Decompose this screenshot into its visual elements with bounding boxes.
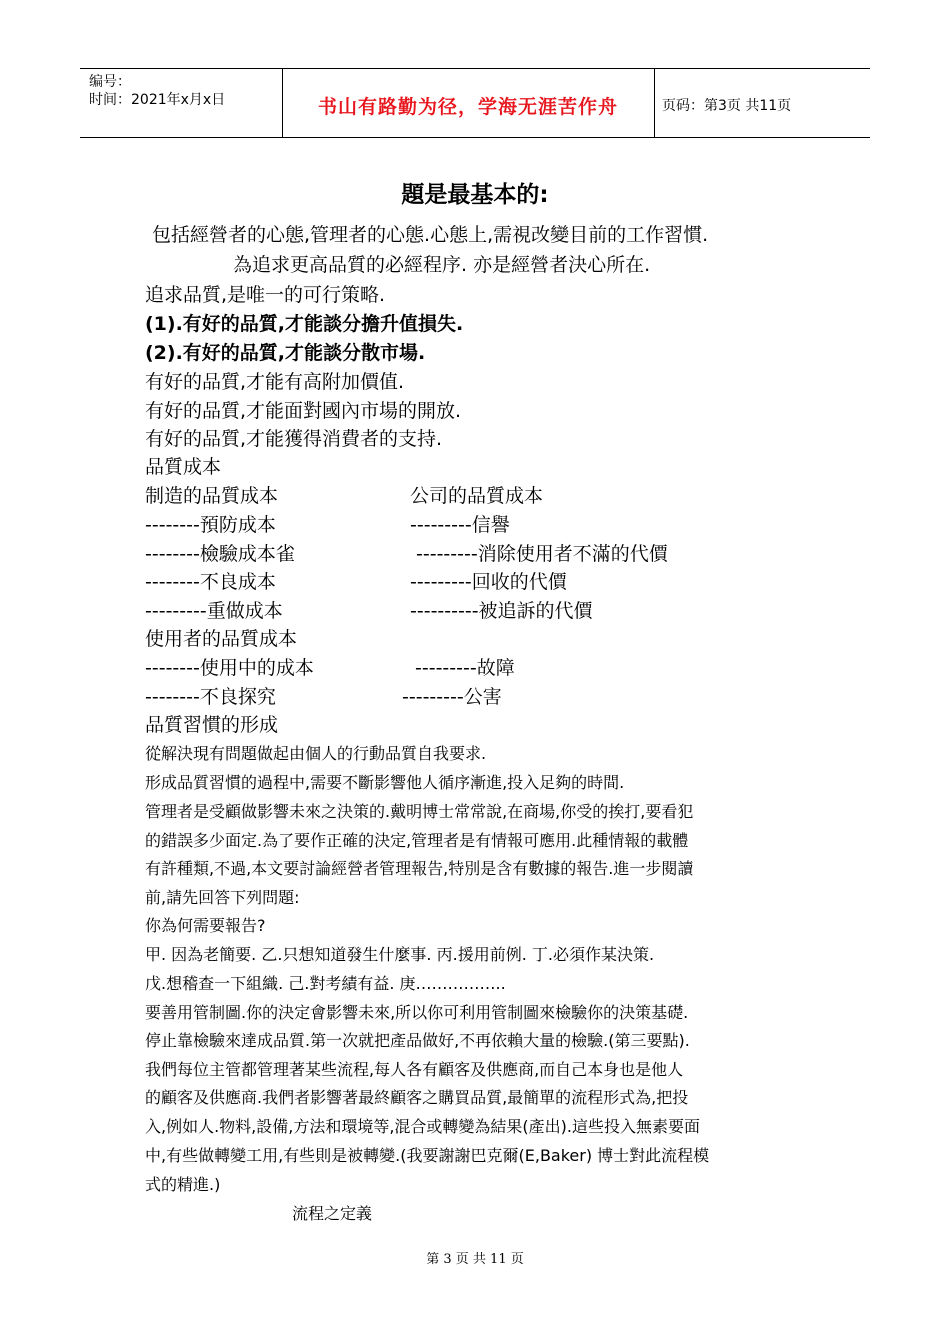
- section-heading: 品質習慣的形成: [145, 714, 279, 736]
- cost-column-heading: 公司的品質成本: [410, 485, 544, 507]
- subsection-heading: 流程之定義: [292, 1204, 373, 1223]
- page-header: [80, 68, 870, 138]
- paragraph-line: 式的精進.): [145, 1175, 221, 1194]
- header-motto: 书山有路勤为径，学海无涯苦作舟: [317, 96, 618, 118]
- paragraph-line: 我們每位主管都管理著某些流程,每人各有顧客及供應商,而自己本身也是他人: [145, 1060, 684, 1079]
- paragraph-line: 要善用管制圖.你的決定會影響未來,所以你可利用管制圖來檢驗你的決策基礎.: [145, 1003, 689, 1022]
- header-meta-cell: [80, 69, 283, 137]
- paragraph-line: 管理者是受顧做影響未來之決策的.戴明博士常常說,在商場,你受的挨打,要看犯: [145, 802, 694, 821]
- page-footer: 第 3 页 共 11 页: [426, 1252, 524, 1267]
- document-time-label: 时间：2021年x月x日: [89, 92, 226, 108]
- body-line: 有好的品質,才能有高附加價值.: [145, 371, 405, 393]
- document-number-label: 编号：: [89, 74, 131, 90]
- cost-item: --------檢驗成本雀: [145, 543, 295, 565]
- body-line: (2).有好的品質,才能談分散市場.: [145, 342, 426, 364]
- cost-item: ---------信譽: [410, 514, 510, 536]
- section-heading: 使用者的品質成本: [145, 628, 298, 650]
- paragraph-line: 有許種類,不過,本文要討論經營者管理報告,特別是含有數據的報告.進一步閱讀: [145, 859, 694, 878]
- cost-item: ---------回收的代價: [410, 571, 567, 593]
- header-page-cell: [654, 69, 870, 137]
- cost-item: --------預防成本: [145, 514, 276, 536]
- paragraph-line: 的顧客及供應商.我們者影響著最終顧客之購買品質,最簡單的流程形式為,把投: [145, 1088, 689, 1107]
- body-line: 追求品質,是唯一的可行策略.: [145, 284, 386, 306]
- section-heading: 品質成本: [145, 456, 222, 478]
- cost-item: ---------重做成本: [145, 600, 283, 622]
- body-line: 包括經營者的心態,管理者的心態.心態上,需視改變目前的工作習慣.: [152, 224, 709, 246]
- header-page-info: 页码：第3页 共11页: [662, 98, 792, 114]
- paragraph-line: 從解決現有問題做起由個人的行動品質自我要求.: [145, 744, 487, 763]
- body-line: (1).有好的品質,才能談分擔升值損失.: [145, 313, 464, 335]
- body-line: 為追求更高品質的必經程序. 亦是經營者決心所在.: [233, 254, 651, 276]
- paragraph-line: 戊.想稽查一下組織. 己.對考績有益. 庚……………..: [145, 974, 506, 993]
- paragraph-line: 形成品質習慣的過程中,需要不斷影響他人循序漸進,投入足夠的時間.: [145, 773, 625, 792]
- cost-item: --------不良成本: [145, 571, 276, 593]
- cost-item: --------使用中的成本: [145, 657, 314, 679]
- cost-item: ---------故障: [415, 657, 515, 679]
- cost-item: --------不良探究: [145, 686, 276, 708]
- cost-item: ----------被追訴的代價: [410, 600, 593, 622]
- paragraph-line: 的錯誤多少面定.為了要作正確的決定,管理者是有情報可應用.此種情報的載體: [145, 831, 689, 850]
- paragraph-line: 你為何需要報告?: [145, 916, 266, 935]
- paragraph-line: 停止靠檢驗來達成品質.第一次就把產品做好,不再依賴大量的檢驗.(第三要點).: [145, 1031, 690, 1050]
- section-title: 題是最基本的:: [401, 182, 549, 208]
- paragraph-line: 入,例如人.物料,設備,方法和環境等,混合或轉變為結果(產出).這些投入無素要面: [145, 1117, 701, 1136]
- body-line: 有好的品質,才能面對國內市場的開放.: [145, 400, 462, 422]
- paragraph-line: 中,有些做轉變工用,有些則是被轉變.(我要謝謝巴克爾(E,Baker) 博士對此流程模: [145, 1146, 710, 1165]
- header-motto-cell: [282, 69, 655, 137]
- cost-column-heading: 制造的品質成本: [145, 485, 279, 507]
- paragraph-line: 甲. 因為老簡要. 乙.只想知道發生什麼事. 丙.援用前例. 丁.必須作某決策.: [145, 945, 655, 964]
- cost-item: ---------消除使用者不滿的代價: [416, 543, 668, 565]
- body-line: 有好的品質,才能獲得消費者的支持.: [145, 428, 443, 450]
- cost-item: ---------公害: [402, 686, 502, 708]
- paragraph-line: 前,請先回答下列問題:: [145, 888, 300, 907]
